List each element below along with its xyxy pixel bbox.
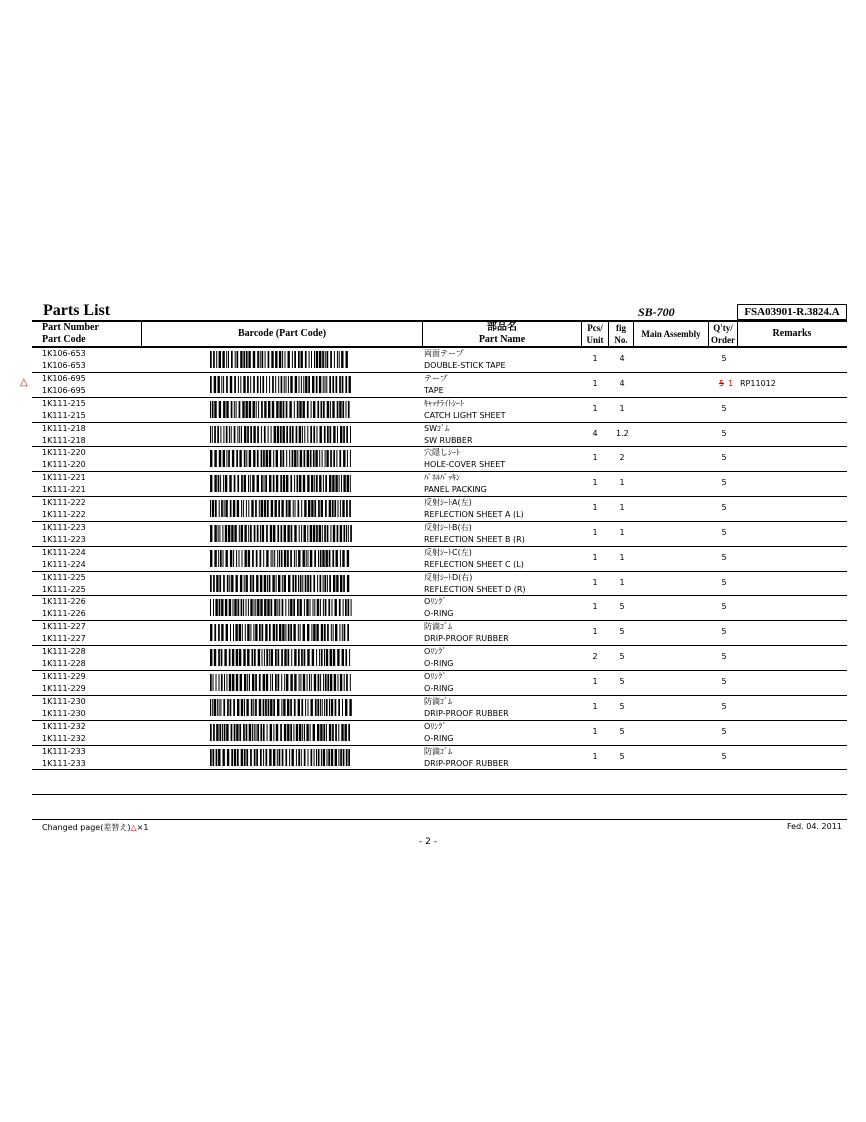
part-name-en: SW RUBBER xyxy=(424,435,473,445)
fig-number: 4 xyxy=(619,378,625,388)
part-name-jp: ｷｬｯﾁﾗｲﾄｼｰﾄ xyxy=(424,398,464,408)
table-row xyxy=(32,596,847,621)
barcode xyxy=(210,599,352,616)
qty-per-order: 5 xyxy=(721,453,727,463)
qty-per-order: 5 xyxy=(721,354,727,363)
qty-old: 5 xyxy=(719,378,725,388)
pcs-per-unit: 1 xyxy=(592,527,598,537)
part-code: 1K111-232 xyxy=(42,733,86,743)
pcs-per-unit: 1 xyxy=(592,552,598,562)
pcs-per-unit: 2 xyxy=(592,652,598,662)
part-number: 1K111-230 xyxy=(42,696,86,706)
header-main-assembly: Main Assembly xyxy=(641,329,701,339)
fig-number: 5 xyxy=(619,701,625,711)
barcode xyxy=(210,376,352,393)
part-name-en: REFLECTION SHEET A (L) xyxy=(424,510,524,520)
header-pcs-unit xyxy=(582,322,608,346)
header-unit-label: Unit xyxy=(586,335,604,345)
pcs-per-unit: 4 xyxy=(592,428,598,438)
barcode xyxy=(210,674,352,691)
table-row xyxy=(20,373,847,398)
fig-number: 1 xyxy=(619,577,625,587)
part-number: 1K106-695 xyxy=(42,373,86,383)
qty-per-order: 5 xyxy=(721,428,727,438)
header-qty-order xyxy=(709,322,737,346)
part-number: 1K111-222 xyxy=(42,498,86,508)
issue-date: Fed. 04. 2011 xyxy=(787,822,842,831)
pcs-per-unit: 1 xyxy=(592,627,598,637)
pcs-per-unit: 1 xyxy=(592,751,598,761)
header-part-number-label: Part Number xyxy=(42,322,99,333)
table-row xyxy=(32,423,847,448)
footer-rule xyxy=(32,819,847,820)
fig-number: 5 xyxy=(619,726,625,736)
table-row xyxy=(32,671,847,696)
pcs-per-unit: 1 xyxy=(592,676,598,686)
part-code: 1K111-222 xyxy=(42,510,86,520)
fig-number: 5 xyxy=(619,652,625,662)
part-number: 1K111-225 xyxy=(42,572,86,582)
barcode xyxy=(210,525,352,542)
page-title: Parts List xyxy=(43,302,111,319)
part-name-jp: 穴隠しｼｰﾄ xyxy=(424,448,460,458)
barcode xyxy=(210,500,352,517)
part-number: 1K111-220 xyxy=(42,448,86,458)
part-name-en: PANEL PACKING xyxy=(424,485,487,495)
remarks: RP11012 xyxy=(740,378,776,388)
part-name-jp: SWｺﾞﾑ xyxy=(424,423,449,433)
page-number: - 2 - xyxy=(419,837,437,847)
part-code: 1K111-221 xyxy=(42,485,86,495)
part-name-jp: 反射ｼｰﾄB(右) xyxy=(424,522,472,532)
table-row xyxy=(32,547,847,572)
fig-number: 4 xyxy=(619,354,625,363)
qty-per-order: 5 xyxy=(721,577,727,587)
part-name-jp: 防滴ｺﾞﾑ xyxy=(424,746,452,756)
fig-number: 1.2 xyxy=(616,428,629,438)
part-name-en: O-RING xyxy=(424,609,454,619)
changed-page-note xyxy=(42,822,148,833)
part-name-jp: テープ xyxy=(424,373,448,383)
barcode xyxy=(210,550,352,567)
part-number: 1K111-226 xyxy=(42,597,86,607)
qty-per-order: 5 xyxy=(721,478,727,488)
qty-per-order: 5 xyxy=(721,602,727,612)
header-fig-no xyxy=(609,322,633,346)
header-part-name xyxy=(423,322,581,346)
pcs-per-unit: 1 xyxy=(592,577,598,587)
pcs-per-unit: 1 xyxy=(592,354,598,363)
part-name-en: REFLECTION SHEET D (R) xyxy=(424,584,526,594)
document-number: FSA03901-R.3824.A xyxy=(737,304,847,320)
qty-per-order: 5 xyxy=(721,527,727,537)
fig-number: 1 xyxy=(619,552,625,562)
part-name-jp: 防滴ｺﾞﾑ xyxy=(424,696,452,706)
qty-new: 1 xyxy=(728,378,734,388)
part-code: 1K111-229 xyxy=(42,683,86,693)
part-code: 1K111-224 xyxy=(42,559,86,569)
header-pcs-label: Pcs/ xyxy=(587,323,603,333)
part-name-jp: 反射ｼｰﾄA(左) xyxy=(424,498,472,508)
qty-per-order: 5 xyxy=(721,751,727,761)
pcs-per-unit: 1 xyxy=(592,701,598,711)
qty-per-order: 5 xyxy=(721,701,727,711)
part-code: 1K111-218 xyxy=(42,435,86,445)
fig-number: 5 xyxy=(619,627,625,637)
part-code: 1K106-653 xyxy=(42,361,86,370)
table-end-rule xyxy=(32,794,847,795)
part-name-jp: 反射ｼｰﾄD(右) xyxy=(424,572,473,582)
barcode xyxy=(210,401,352,418)
part-name-en: REFLECTION SHEET C (L) xyxy=(424,559,524,569)
header-no-label: No. xyxy=(614,335,628,345)
part-number: 1K111-221 xyxy=(42,473,86,483)
table-row xyxy=(32,696,847,721)
part-name-jp: ﾊﾟﾈﾙﾊﾟｯｷﾝ xyxy=(424,473,460,483)
barcode xyxy=(210,450,352,467)
qty-per-order: 5 xyxy=(721,552,727,562)
table-header xyxy=(32,320,847,348)
barcode xyxy=(210,475,352,492)
part-number: 1K111-228 xyxy=(42,647,86,657)
header-name-jp: 部品名 xyxy=(487,322,517,333)
part-name-en: TAPE xyxy=(424,385,444,395)
table-row xyxy=(32,348,847,373)
part-number: 1K111-233 xyxy=(42,746,86,756)
table-row xyxy=(32,746,847,771)
part-name-en: REFLECTION SHEET B (R) xyxy=(424,534,525,544)
pcs-per-unit: 1 xyxy=(592,403,598,413)
part-number: 1K106-653 xyxy=(42,349,86,358)
qty-per-order: 5 xyxy=(721,726,727,736)
change-mark-icon: △ xyxy=(20,376,28,388)
header-order-label: Order xyxy=(711,335,735,345)
part-name-jp: Oﾘﾝｸﾞ xyxy=(424,671,447,681)
fig-number: 5 xyxy=(619,602,625,612)
barcode xyxy=(210,351,352,368)
header-part-number xyxy=(42,322,142,346)
barcode xyxy=(210,649,352,666)
part-name-en: DRIP-PROOF RUBBER xyxy=(424,634,509,644)
header-name-en: Part Name xyxy=(478,334,526,345)
pcs-per-unit: 1 xyxy=(592,503,598,513)
part-name-jp: 反射ｼｰﾄC(左) xyxy=(424,547,472,557)
barcode xyxy=(210,426,352,443)
header-fig-label: fig xyxy=(616,323,626,333)
table-row xyxy=(32,522,847,547)
barcode xyxy=(210,749,352,766)
table-row xyxy=(32,398,847,423)
part-code: 1K111-230 xyxy=(42,708,86,718)
table-row xyxy=(32,447,847,472)
pcs-per-unit: 1 xyxy=(592,726,598,736)
part-number: 1K111-215 xyxy=(42,398,86,408)
part-name-en: O-RING xyxy=(424,733,454,743)
header-part-code-label: Part Code xyxy=(42,334,86,345)
part-name-jp: Oﾘﾝｸﾞ xyxy=(424,647,447,657)
fig-number: 5 xyxy=(619,676,625,686)
qty-per-order: 5 xyxy=(721,503,727,513)
pcs-per-unit: 1 xyxy=(592,378,598,388)
part-number: 1K111-232 xyxy=(42,721,86,731)
changed-page-label: Changed page(差替え) xyxy=(42,823,131,832)
fig-number: 5 xyxy=(619,751,625,761)
part-name-jp: 両面テープ xyxy=(424,349,464,358)
table-row xyxy=(32,721,847,746)
barcode xyxy=(210,624,352,641)
part-code: 1K111-227 xyxy=(42,634,86,644)
part-name-en: DRIP-PROOF RUBBER xyxy=(424,758,509,768)
qty-per-order: 5 xyxy=(721,403,727,413)
part-code: 1K111-233 xyxy=(42,758,86,768)
fig-number: 1 xyxy=(619,403,625,413)
table-row xyxy=(32,646,847,671)
part-code: 1K111-228 xyxy=(42,659,86,669)
part-code: 1K111-220 xyxy=(42,460,86,470)
part-code: 1K111-226 xyxy=(42,609,86,619)
part-name-en: O-RING xyxy=(424,659,454,669)
part-name-jp: Oﾘﾝｸﾞ xyxy=(424,721,447,731)
fig-number: 2 xyxy=(619,453,625,463)
fig-number: 1 xyxy=(619,503,625,513)
pcs-per-unit: 1 xyxy=(592,478,598,488)
part-number: 1K111-227 xyxy=(42,622,86,632)
header-remarks: Remarks xyxy=(772,328,812,339)
part-code: 1K111-225 xyxy=(42,584,86,594)
part-number: 1K111-218 xyxy=(42,423,86,433)
pcs-per-unit: 1 xyxy=(592,453,598,463)
part-name-en: DOUBLE-STICK TAPE xyxy=(424,361,506,370)
parts-table-body xyxy=(20,348,847,770)
part-name-en: CATCH LIGHT SHEET xyxy=(424,410,506,420)
part-number: 1K111-224 xyxy=(42,547,86,557)
fig-number: 1 xyxy=(619,527,625,537)
model-name: SB-700 xyxy=(638,305,675,319)
table-row xyxy=(32,621,847,646)
part-code: 1K106-695 xyxy=(42,385,86,395)
qty-per-order: 5 xyxy=(721,652,727,662)
part-name-jp: Oﾘﾝｸﾞ xyxy=(424,597,447,607)
qty-per-order: 5 xyxy=(721,676,727,686)
header-qty-label: Q'ty/ xyxy=(713,323,733,333)
part-name-jp: 防滴ｺﾞﾑ xyxy=(424,622,452,632)
part-code: 1K111-215 xyxy=(42,410,86,420)
table-row xyxy=(32,472,847,497)
pcs-per-unit: 1 xyxy=(592,602,598,612)
part-name-en: O-RING xyxy=(424,683,454,693)
part-name-en: DRIP-PROOF RUBBER xyxy=(424,708,509,718)
barcode xyxy=(210,699,352,716)
barcode xyxy=(210,724,352,741)
part-code: 1K111-223 xyxy=(42,534,86,544)
table-row xyxy=(32,572,847,597)
change-mark-icon: △ xyxy=(130,823,137,832)
part-number: 1K111-223 xyxy=(42,522,86,532)
part-name-en: HOLE-COVER SHEET xyxy=(424,460,506,470)
changed-count: ×1 xyxy=(136,823,149,832)
header-barcode: Barcode (Part Code) xyxy=(237,328,327,339)
fig-number: 1 xyxy=(619,478,625,488)
qty-per-order: 5 xyxy=(721,627,727,637)
qty-per-order xyxy=(719,378,734,388)
table-row xyxy=(32,497,847,522)
barcode xyxy=(210,575,352,592)
part-number: 1K111-229 xyxy=(42,671,86,681)
